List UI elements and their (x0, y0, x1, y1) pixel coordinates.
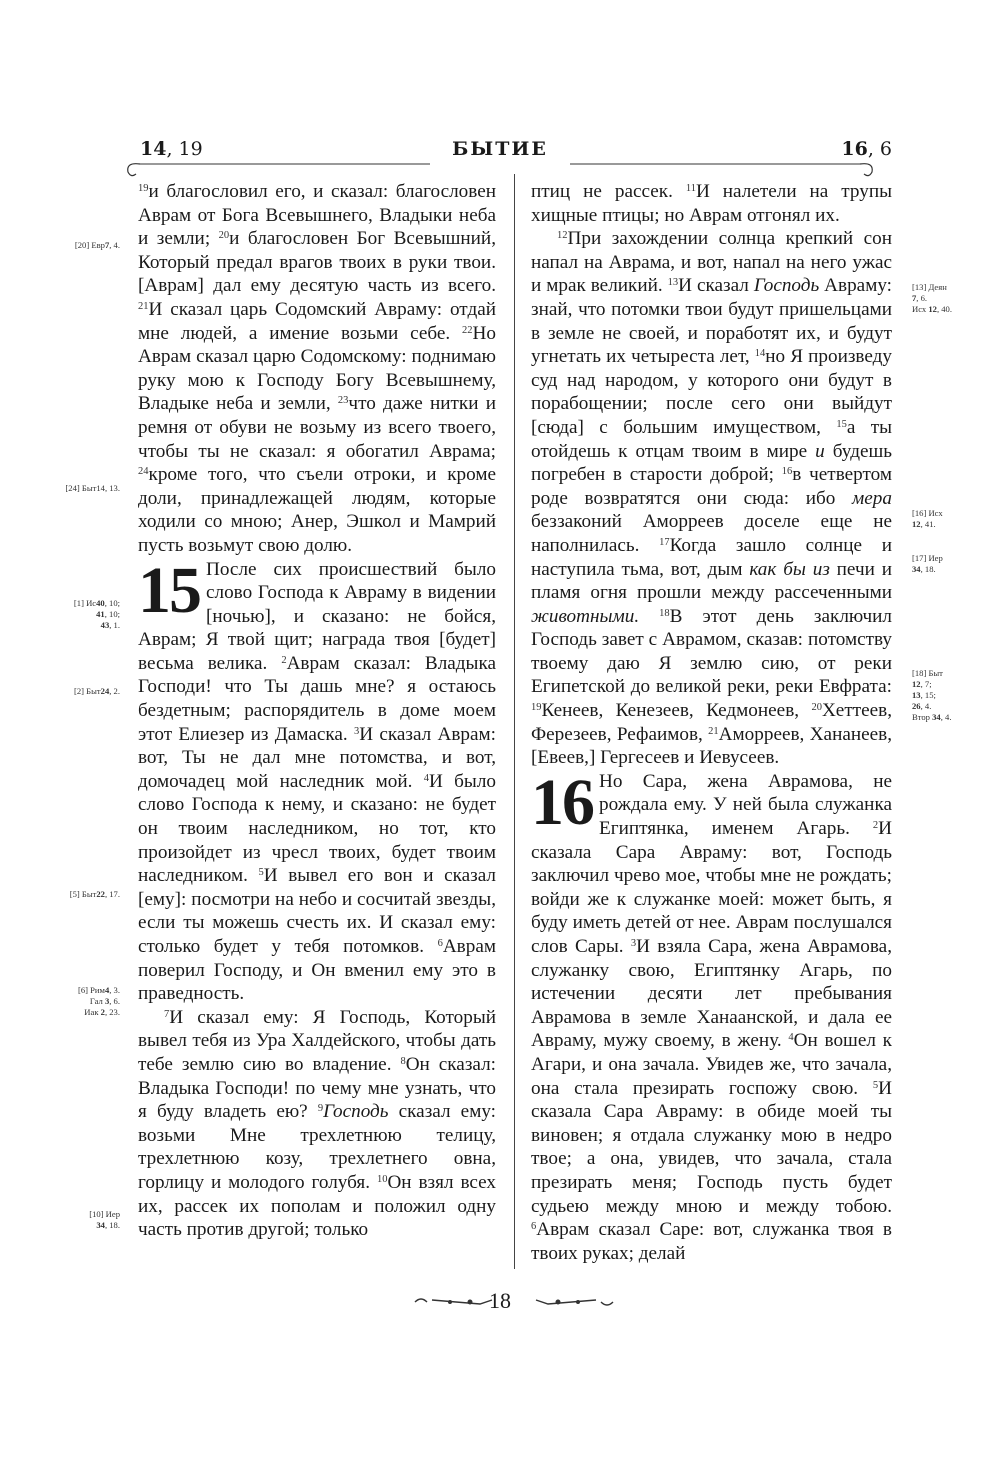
verse-number: 16 (781, 466, 793, 478)
italic-word: Господь (753, 275, 820, 297)
verse-text: Авраму: знай, что потомки твои будут пришельцами в земле не своей, и поработят их, и будут угнетать их четыреста лет, (531, 275, 893, 368)
verse-text: При захождении солнца крепкий сон напал на Аврама, и вот, напал на него ужас и мрак великий. (531, 228, 892, 297)
header-left-ref: 14, 19 (140, 138, 203, 160)
column-divider (514, 174, 515, 1269)
verse-text: Кенеев, Кенезеев, Кедмонеев, (541, 700, 812, 722)
cross-reference: [16] Исх (912, 508, 943, 518)
verse-text: Аморреев, Хананеев, [Евеев,] Гергесеев и Иевусеев. (531, 723, 893, 769)
cross-reference: [17] Иер (912, 553, 943, 563)
verse-text: И сказал царь Содомский Авраму: отдай мне людей, а имение возьми себе. (138, 298, 496, 344)
verse-number: 7 (164, 1008, 170, 1020)
cross-reference: Гал 3, 6. (89, 996, 120, 1006)
verse-text: И было слово Господа к нему, и сказано: не будет он твоим наследником, но тот, кто произойдет из чресл твоих, будет твоим наследником. (138, 770, 496, 887)
verse-text: в четвертом роде возвратятся они сюда: ибо (531, 464, 892, 509)
verse-number: 4 (788, 1032, 794, 1044)
verse-text: В этот день заключил Господь завет с Аврамом, сказав: потомству твоему даю Я землю сию, от реки Египетской до великой реки, реки Евфрата: (531, 605, 893, 698)
cross-reference: 12, 7; (912, 679, 932, 689)
cross-reference: 41, 10; (96, 609, 120, 619)
cross-reference: [1] Ис40, 10; (73, 598, 120, 608)
verse-number: 21 (708, 725, 719, 737)
cross-reference: 26, 4. (912, 701, 932, 711)
cross-reference: [5] Быт22, 17. (69, 889, 120, 899)
verse-text: беззаконий Аморреев доселе еще не наполнилась. (531, 511, 892, 556)
verse-number: 11 (685, 183, 696, 194)
verse-number: 6 (437, 938, 443, 949)
footer-ornament-right (528, 1292, 618, 1312)
page-title: БЫТИЕ (452, 138, 548, 160)
verse-text: Но Сара, жена Аврамова, не рождала ему. У ней была служанка Египтянка, именем Агарь. (599, 770, 892, 840)
verse-text: и благословил его, и сказал: благословен Аврам от Бога Всевышнего, Владыки неба и земли; (138, 181, 496, 250)
verse-number: 6 (531, 1221, 537, 1233)
left-paragraph-1 (138, 180, 496, 558)
verse-text: Он вошел к Агари, и она зачала. Увидев же, что зачала, она стала презирать госпожу свою. (531, 1030, 892, 1099)
verse-number: 17 (659, 536, 670, 548)
cross-reference: [13] Деян (912, 282, 947, 292)
verse-number: 23 (337, 395, 349, 407)
cross-reference: [20] Евр7, 4. (74, 240, 120, 250)
italic-word: и (815, 440, 825, 462)
verse-text: Хеттеев, Ферезеев, Рефаимов, (531, 700, 892, 745)
verse-text: И сказал (678, 275, 754, 297)
verse-number: 12 (557, 230, 568, 242)
cross-reference: 34, 18. (96, 1220, 120, 1230)
verse-number: 2 (872, 820, 879, 832)
cross-reference: Втор 34, 4. (912, 712, 952, 722)
italic-word: мера (852, 487, 892, 509)
verse-text: И сказал ему: Я Господь, Который вывел тебя из Ура Халдейского, чтобы дать тебе землю сию во владение. (138, 1006, 496, 1075)
verse-text: После сих происшествий было слово Господа к Авраму в видении [ночью], и сказано: не бойся, Аврам; Я твой щит; награда твоя [будет] весьма велика. (138, 558, 496, 674)
cross-reference: 34, 18. (912, 564, 936, 574)
cross-reference: Иак 2, 23. (84, 1007, 120, 1017)
verse-text: птиц не рассек. (531, 181, 686, 202)
cross-reference: 12, 41. (912, 519, 936, 529)
verse-number: 20 (811, 702, 822, 714)
cross-reference: [6] Рим4, 3. (77, 985, 120, 995)
verse-number: 20 (218, 230, 230, 242)
verse-number: 18 (659, 607, 670, 619)
chapter-16-paragraph (531, 765, 892, 1265)
header-left-chapter: 14 (140, 138, 167, 160)
cross-reference: [18] Быт (912, 668, 943, 678)
header-right-ref: 16, 6 (841, 138, 892, 160)
italic-word: животными. (531, 605, 640, 627)
verse-text: кроме того, что съели отроки, и кроме доли, принадлежащей людям, которые ходили со мною; Анер, Эшкол и Мамрий пусть возьмут свою долю. (138, 464, 496, 556)
verse-text: будешь погребен в старости доброй; (531, 440, 892, 486)
chapter-16-number: 16 (531, 765, 593, 839)
verse-text (639, 606, 659, 627)
verse-text: и благословен Бог Всевышний, Который предал врагов твоих в руки твои. [Аврам] дал ему десятую часть из всего. (138, 228, 496, 297)
verse-number: 3 (630, 938, 637, 949)
cross-reference: 13, 15; (912, 690, 936, 700)
verse-text: И сказала Сара Авраму: вот, Господь заключил чрево мое, чтобы мне не рождать; войди же к служанке моей: может быть, я буду иметь детей от нее. Аврам послушался слов Сары. (531, 818, 892, 957)
verse-text: Когда зашло солнце и наступила тьма, вот, дым (531, 534, 892, 580)
verse-text: сказал ему: возьми Мне трехлетнюю телицу, трехлетнюю козу, трехлетнего овна, горлицу и молодого голубя. (138, 1101, 497, 1193)
verse-text: И налетели на трупы хищные птицы; но Аврам отгонял их. (531, 181, 892, 226)
left-text-column (138, 180, 496, 1242)
verse-number: 15 (836, 418, 847, 430)
verse-text: но Я произведу суд над народом, у которого они будут в порабощении; после сего они выйдут [сюда] с большим имуществом, (531, 346, 892, 438)
italic-word: Господь (323, 1101, 389, 1123)
verse-number: 4 (423, 772, 429, 784)
verse-text: И вывел его вон и сказал [ему]: посмотри на небо и сосчитай звезды, если ты можешь счесть их. И сказал ему: столько будет у тебя потомков. (138, 865, 497, 957)
verse-number: 5 (258, 867, 264, 879)
verse-text: что даже нитки и ремня от обуви не возьму из всего твоего, чтобы ты не сказал: я обогатил Аврама; (138, 393, 496, 462)
header-left-verse: 19 (178, 138, 203, 160)
verse-text: Аврам поверил Господу, и Он вменил ему это в праведность. (138, 936, 496, 1005)
verse-number: 19 (138, 183, 149, 194)
verse-number: 14 (754, 348, 766, 360)
chapter-15-number: 15 (138, 553, 200, 627)
verse-text: И сказал Аврам: вот, Ты не дал мне потомства, и вот, домочадец мой наследник мой. (138, 723, 496, 792)
header-right-verse: 6 (879, 138, 892, 160)
verse-text: Он взял всех их, рассек их пополам и положил одну часть против другой; только (138, 1171, 496, 1241)
cross-reference: [10] Иер (89, 1209, 120, 1219)
verse-number: 9 (317, 1103, 324, 1115)
verse-text: Он сказал: Владыка Господи! по чему мне узнать, что я буду владеть ею? (138, 1053, 496, 1123)
verse-text: И взяла Сара, жена Аврамова, служанку свою, Египтянку Агарь, по истечении десяти лет пребывания Аврамова в земле Ханаанской, и дала ее Авраму, мужу своему, в жену. (531, 936, 892, 1052)
verse-text: Но Аврам сказал царю Содомскому: поднимаю руку мою к Господу Богу Всевышнему, Владыке неба и земли, (138, 322, 496, 415)
cross-reference: 43, 1. (100, 620, 120, 630)
italic-word: как бы из (749, 558, 830, 580)
verse-text: Аврам сказал Саре: вот, служанка твоя в твоих руках; делай (531, 1219, 892, 1264)
verse-number: 19 (531, 702, 542, 714)
verse-number: 22 (462, 324, 473, 336)
header-right-chapter: 16 (841, 138, 868, 160)
cross-reference: [2] Быт24, 2. (74, 686, 120, 696)
verse-number: 2 (281, 654, 287, 666)
verse-number: 24 (138, 466, 149, 478)
verse-text: печи и пламя огня прошли между рассеченными (531, 558, 893, 604)
verse-number: 8 (400, 1055, 406, 1067)
page-number: 18 (489, 1288, 511, 1313)
verse-text: а ты отойдешь к отцам твоим в мире (531, 416, 892, 462)
verse-number: 5 (872, 1079, 879, 1091)
verse-text: И сказала Сара Авраму: в обиде моей ты виновен; я отдала служанку мою в недро твое; а она, увидев, что зачала, стала презирать меня; Господь пусть будет судьею между мною и между тобою. (531, 1077, 892, 1217)
verse-text: Аврам сказал: Владыка Господи! что Ты дашь мне? я остаюсь бездетным; распорядитель в доме моем этот Елиезер из Дамаска. (138, 652, 497, 745)
verse-number: 13 (667, 277, 679, 289)
verse-number: 3 (353, 725, 360, 737)
chapter-15-paragraph (138, 553, 497, 1006)
right-paragraph-1 (531, 180, 892, 227)
header-rule-ornament (100, 150, 900, 180)
cross-reference: 7, 6. (912, 293, 928, 303)
verse-number: 21 (138, 300, 149, 312)
verse-number: 10 (376, 1173, 388, 1185)
right-text-column (531, 180, 892, 1265)
right-paragraph-2 (531, 227, 892, 770)
cross-reference: Исх 12, 40. (912, 304, 952, 314)
left-paragraph-3 (138, 1006, 496, 1242)
cross-reference: [24] Быт14, 13. (65, 483, 120, 493)
